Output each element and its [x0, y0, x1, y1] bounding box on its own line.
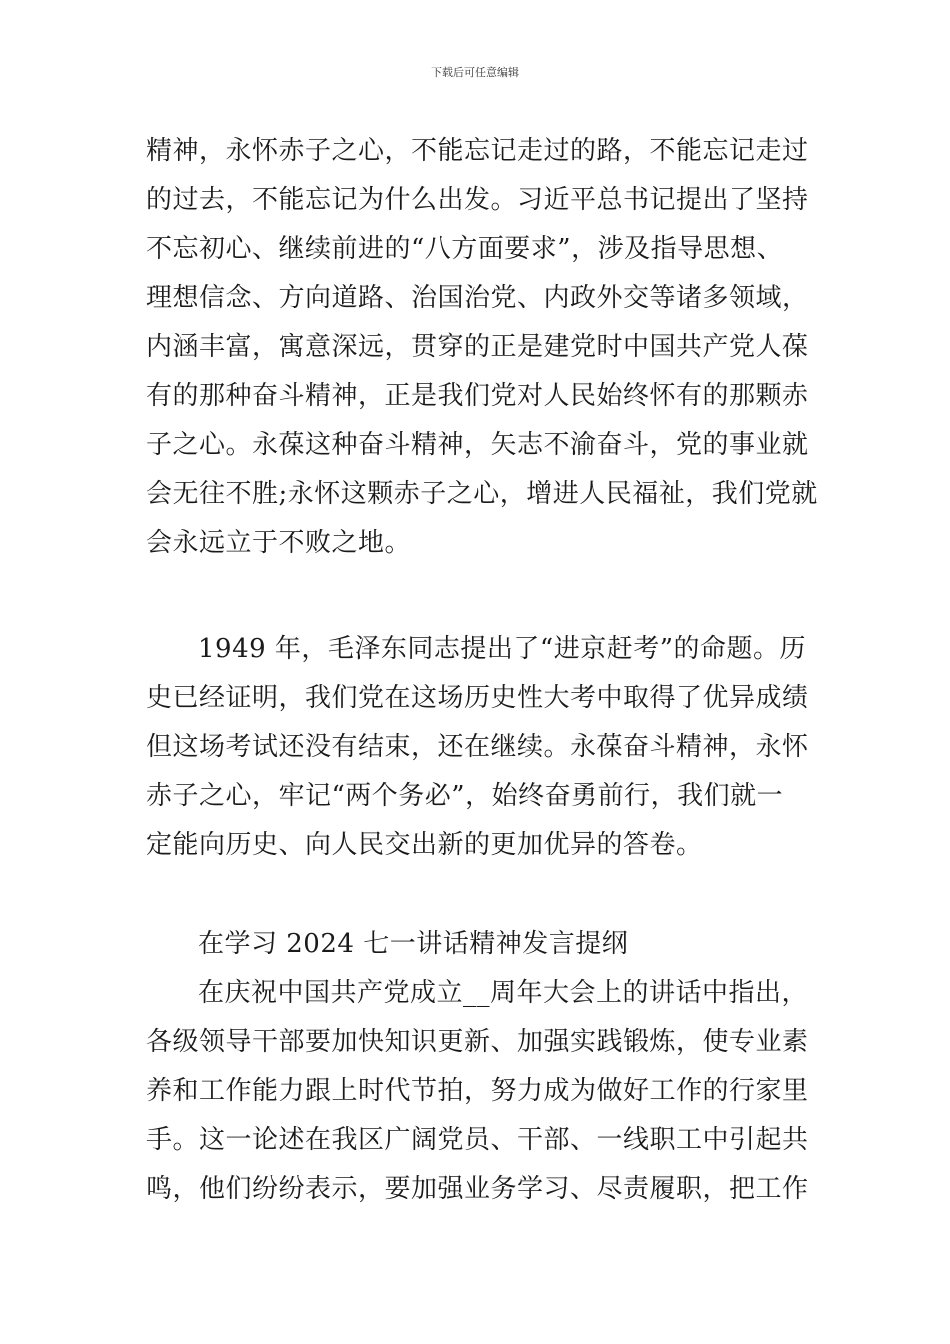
text-line: 赤子之心，牢记“两个务必”，始终奋勇前行，我们就一: [146, 781, 784, 811]
text-line: 会无往不胜;永怀这颗赤子之心，增进人民福祉，我们党就: [146, 479, 818, 509]
text-line: 史已经证明，我们党在这场历史性大考中取得了优异成绩: [146, 683, 809, 713]
text-line: 内涵丰富，寓意深远，贯穿的正是建党时中国共产党人葆: [146, 332, 809, 362]
text-line: 手。这一论述在我区广阔党员、干部、一线职工中引起共: [146, 1125, 809, 1155]
text-line: 子之心。永葆这种奋斗精神，矢志不渝奋斗，党的事业就: [146, 430, 809, 460]
text-line: 不忘初心、继续前进的“八方面要求”，涉及指导思想、: [146, 234, 784, 264]
text-line: 1949 年，毛泽东同志提出了“进京赶考”的命题。历: [198, 634, 807, 664]
text-line: 养和工作能力跟上时代节拍，努力成为做好工作的行家里: [146, 1076, 809, 1106]
text-line: 鸣，他们纷纷表示，要加强业务学习、尽责履职，把工作: [146, 1174, 809, 1204]
text-line: 在庆祝中国共产党成立__周年大会上的讲话中指出，: [198, 978, 809, 1008]
text-line: 定能向历史、向人民交出新的更加优异的答卷。: [146, 830, 703, 860]
paragraph-2: [146, 625, 811, 870]
page-header: 下载后可任意编辑: [431, 66, 519, 79]
text-line: 的过去，不能忘记为什么出发。习近平总书记提出了坚持: [146, 185, 809, 215]
paragraph-1: [146, 127, 818, 568]
section-title: 在学习 2024 七一讲话精神发言提纲: [198, 929, 629, 959]
text-line: 会永远立于不败之地。: [146, 528, 412, 558]
text-line: 精神，永怀赤子之心，不能忘记走过的路，不能忘记走过: [146, 136, 809, 166]
text-line: 但这场考试还没有结束，还在继续。永葆奋斗精神，永怀: [146, 732, 809, 762]
text-line: 有的那种奋斗精神，正是我们党对人民始终怀有的那颗赤: [146, 381, 809, 411]
paragraph-3: [146, 920, 811, 1214]
text-line: 理想信念、方向道路、治国治党、内政外交等诸多领域，: [146, 283, 809, 313]
text-line: 各级领导干部要加快知识更新、加强实践锻炼，使专业素: [146, 1027, 809, 1057]
